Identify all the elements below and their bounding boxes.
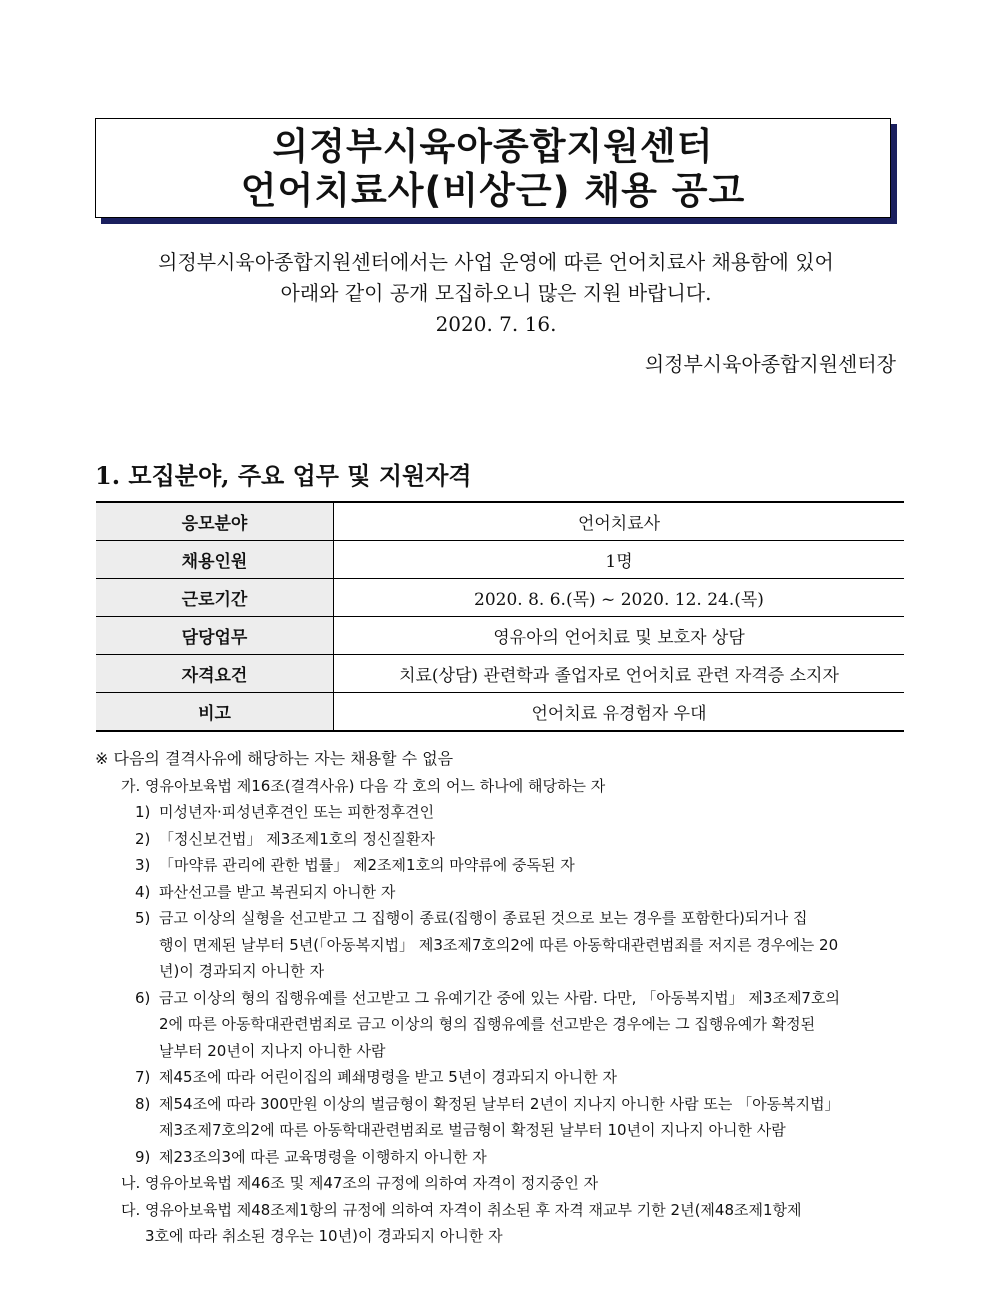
list-item	[95, 826, 900, 853]
row-value: 치료(상담) 관련학과 졸업자로 언어치료 관련 자격증 소지자	[334, 655, 905, 693]
table-row	[96, 693, 904, 732]
list-item	[95, 879, 900, 906]
row-key: 채용인원	[96, 541, 334, 579]
item-text: 파산선고를 받고 복권되지 아니한 자	[159, 882, 396, 901]
item-text: 금고 이상의 형의 집행유예를 선고받고 그 유예기간 중에 있는 사람. 다만, 「아동복지법」 제3조제7호의	[159, 988, 840, 1007]
row-value: 1명	[334, 541, 905, 579]
item-text: 「정신보건법」 제3조제1호의 정신질환자	[159, 829, 435, 848]
list-item	[95, 799, 900, 826]
table-row	[96, 502, 904, 541]
row-key: 담당업무	[96, 617, 334, 655]
item-text: 「마약류 관리에 관한 법률」 제2조제1호의 마약류에 중독된 자	[159, 856, 575, 874]
title-box	[95, 118, 891, 218]
item-continuation: 날부터 20년이 지나지 아니한 사람	[159, 1041, 386, 1060]
title-line-2: 언어치료사(비상근) 채용 공고	[240, 169, 746, 212]
note-na: 나. 영유아보육법 제46조 및 제47조의 규정에 의하여 자격이 정지중인 자	[121, 1174, 599, 1192]
list-item	[95, 852, 900, 879]
item-text: 제23조의3에 따른 교육명령을 이행하지 아니한 자	[159, 1147, 487, 1166]
intro-line-1: 의정부시육아종합지원센터에서는 사업 운영에 따른 언어치료사 채용함에 있어	[158, 250, 834, 274]
item-number: 5)	[135, 909, 151, 927]
row-key: 자격요건	[96, 655, 334, 693]
intro-line-2: 아래와 같이 공개 모집하오니 많은 지원 바랍니다.	[280, 281, 712, 305]
item-text: 제45조에 따라 어린이집의 폐쇄명령을 받고 5년이 경과되지 아니한 자	[159, 1068, 618, 1086]
item-text: 제54조에 따라 300만원 이상의 벌금형이 확정된 날부터 2년이 지나지 아니한 사람 또는 「아동복지법」	[159, 1094, 840, 1113]
item-number: 7)	[135, 1068, 151, 1086]
row-value: 영유아의 언어치료 및 보호자 상담	[334, 617, 905, 655]
item-text: 미성년자·피성년후견인 또는 피한정후견인	[159, 803, 435, 821]
item-text: 금고 이상의 실형을 선고받고 그 집행이 종료(집행이 종료된 것으로 보는 경우를 포함한다)되거나 집	[159, 909, 808, 927]
item-continuation: 2에 따른 아동학대관련범죄로 금고 이상의 형의 집행유예를 선고받은 경우에는 그 집행유예가 확정된	[159, 1015, 816, 1033]
list-item	[95, 1064, 900, 1091]
item-continuation: 행이 면제된 날부터 5년(「아동복지법」 제3조제7호의2에 따른 아동학대관련범죄를 저지른 경우에는 20	[159, 935, 839, 954]
row-key: 비고	[96, 693, 334, 732]
table-row	[96, 655, 904, 693]
item-number: 8)	[135, 1094, 151, 1113]
list-item	[95, 1091, 900, 1118]
note-ga: 가. 영유아보육법 제16조(결격사유) 다음 각 호의 어느 하나에 해당하는 자	[121, 776, 606, 795]
announcement-date: 2020. 7. 16.	[435, 312, 557, 336]
item-number: 4)	[135, 882, 151, 901]
item-number: 9)	[135, 1147, 151, 1166]
row-key: 응모분야	[96, 502, 334, 541]
row-value: 언어치료사	[334, 502, 905, 541]
item-continuation: 제3조제7호의2에 따른 아동학대관련범죄로 벌금형이 확정된 날부터 10년이 지나지 아니한 사람	[159, 1121, 786, 1139]
title-line-1: 의정부시육아종합지원센터	[272, 125, 714, 168]
table-row	[96, 579, 904, 617]
row-value: 언어치료 유경험자 우대	[531, 704, 707, 724]
item-number: 6)	[135, 988, 151, 1007]
recruitment-table	[96, 501, 904, 732]
signer: 의정부시육아종합지원센터장	[644, 352, 896, 376]
disqualification-notes	[95, 746, 900, 1250]
item-continuation: 년)이 경과되지 아니한 자	[159, 962, 325, 980]
row-value: 2020. 8. 6.(목) ~ 2020. 12. 24.(목)	[334, 579, 905, 617]
section-title: 1. 모집분야, 주요 업무 및 지원자격	[95, 461, 472, 490]
list-item	[95, 905, 900, 932]
table-row	[96, 617, 904, 655]
item-number: 2)	[135, 829, 151, 848]
list-item	[95, 985, 900, 1012]
item-number: 1)	[135, 803, 151, 821]
item-number: 3)	[135, 856, 151, 874]
list-item	[95, 1144, 900, 1171]
note-da-continuation: 3호에 따라 취소된 경우는 10년)이 경과되지 아니한 자	[145, 1227, 503, 1245]
note-da: 다. 영유아보육법 제48조제1항의 규정에 의하여 자격이 취소된 후 자격 재교부 기한 2년(제48조제1항제	[121, 1200, 802, 1219]
row-key: 근로기간	[96, 579, 334, 617]
notes-heading: ※ 다음의 결격사유에 해당하는 자는 채용할 수 없음	[95, 749, 454, 768]
table-row	[96, 541, 904, 579]
